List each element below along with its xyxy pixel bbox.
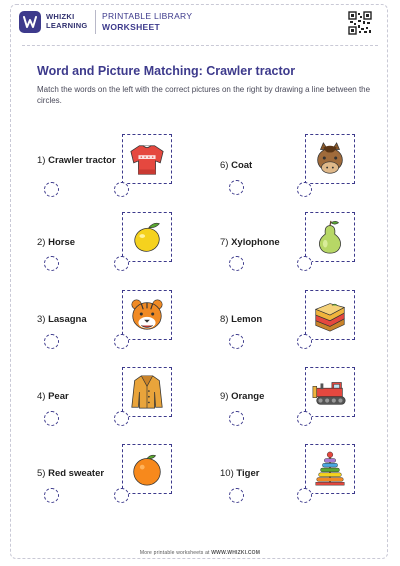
- word-circle-2[interactable]: [44, 256, 59, 271]
- library-label: PRINTABLE LIBRARY: [102, 11, 193, 21]
- word-item-1: 1) Crawler tractor: [37, 155, 116, 166]
- word-circle-8[interactable]: [229, 334, 244, 349]
- header-divider: [95, 10, 96, 34]
- picture-box-1: [122, 134, 172, 184]
- picture-circle-4[interactable]: [114, 411, 129, 426]
- word-circle-1[interactable]: [44, 182, 59, 197]
- word-circle-5[interactable]: [44, 488, 59, 503]
- logo-line-1: WHIZKI: [46, 12, 75, 21]
- picture-circle-1[interactable]: [114, 182, 129, 197]
- word-item-4: 4) Pear: [37, 391, 69, 402]
- lemon-icon: [128, 218, 166, 256]
- pear-icon: [311, 218, 349, 256]
- picture-box-10: [305, 444, 355, 494]
- picture-box-6: [305, 134, 355, 184]
- logo-text: [46, 12, 88, 30]
- picture-circle-5[interactable]: [114, 488, 129, 503]
- worksheet-label: WORKSHEET: [102, 22, 160, 32]
- coat-icon: [128, 373, 166, 411]
- lasagna-icon: [311, 296, 349, 334]
- page-title: Word and Picture Matching: Crawler tractor: [37, 64, 296, 78]
- word-circle-9[interactable]: [229, 411, 244, 426]
- picture-box-8: [305, 290, 355, 340]
- word-item-2: 2) Horse: [37, 237, 76, 248]
- crawler-tractor-icon: [311, 373, 349, 411]
- horse-icon: [311, 140, 349, 178]
- word-item-6: 6) Coat: [220, 160, 253, 171]
- word-item-9: 9) Orange: [220, 391, 265, 402]
- picture-circle-10[interactable]: [297, 488, 312, 503]
- picture-box-5: [122, 444, 172, 494]
- word-circle-4[interactable]: [44, 411, 59, 426]
- orange-icon: [128, 450, 166, 488]
- header-title: [102, 11, 192, 33]
- picture-box-7: [305, 212, 355, 262]
- word-item-8: 8) Lemon: [220, 314, 263, 325]
- picture-box-4: [122, 367, 172, 417]
- xylophone-icon: [311, 450, 349, 488]
- footer-link[interactable]: WWW.WHIZKI.COM: [211, 550, 261, 556]
- picture-box-3: [122, 290, 172, 340]
- word-circle-3[interactable]: [44, 334, 59, 349]
- picture-box-9: [305, 367, 355, 417]
- word-item-5: 5) Red sweater: [37, 468, 105, 479]
- instructions: Match the words on the left with the correct pictures on the right by drawing a line between the circles.: [37, 85, 371, 105]
- tiger-icon: [128, 296, 166, 334]
- word-item-7: 7) Xylophone: [220, 237, 280, 248]
- word-item-10: 10) Tiger: [220, 468, 260, 479]
- footer: [0, 550, 400, 556]
- picture-circle-7[interactable]: [297, 256, 312, 271]
- picture-circle-8[interactable]: [297, 334, 312, 349]
- word-item-3: 3) Lasagna: [37, 314, 87, 325]
- picture-circle-6[interactable]: [297, 182, 312, 197]
- whizki-logo: [19, 11, 41, 33]
- logo-line-2: LEARNING: [46, 21, 88, 30]
- picture-circle-2[interactable]: [114, 256, 129, 271]
- qr-code-icon: [348, 11, 372, 35]
- header-separator: [22, 45, 378, 46]
- word-circle-7[interactable]: [229, 256, 244, 271]
- sweater-icon: [128, 140, 166, 178]
- logo-w-icon: [23, 16, 37, 28]
- word-circle-6[interactable]: [229, 180, 244, 195]
- word-circle-10[interactable]: [229, 488, 244, 503]
- picture-circle-3[interactable]: [114, 334, 129, 349]
- picture-circle-9[interactable]: [297, 411, 312, 426]
- picture-box-2: [122, 212, 172, 262]
- footer-prefix: More printable worksheets at: [139, 550, 210, 556]
